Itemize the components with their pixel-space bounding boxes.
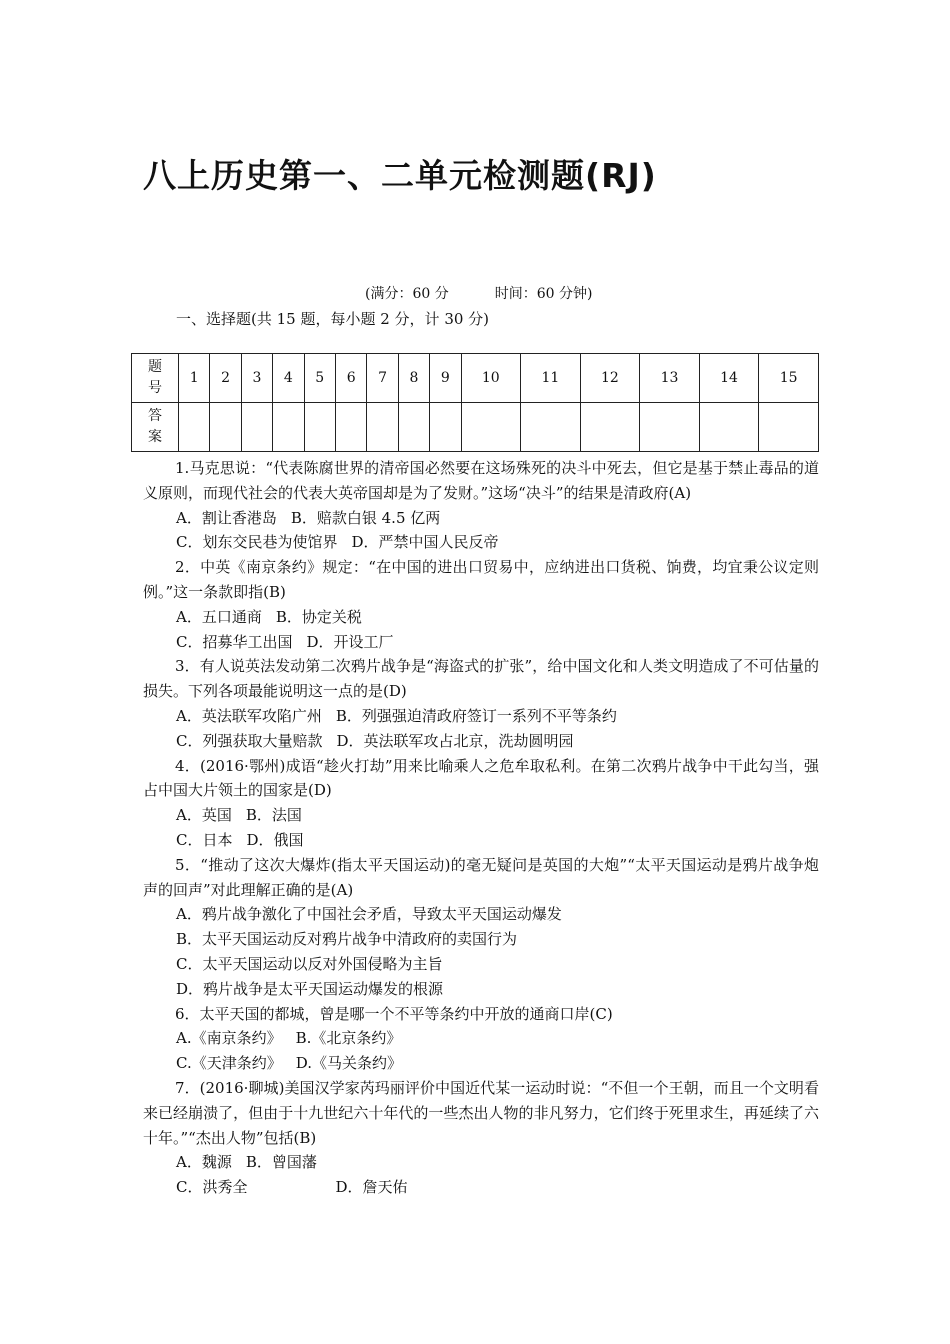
question-stem: 1.马克思说：“代表陈腐世界的清帝国必然要在这场殊死的决斗中死去，但它是基于禁止毒品的道义原则，而现代社会的代表大英帝国却是为了发财。”这场“决斗”的结果是清政府(A) (143, 459, 819, 502)
option-line: C．划东交民巷为使馆界 D．严禁中国人民反帝 (176, 533, 499, 552)
option-line: A.《南京条约》 B.《北京条约》 (176, 1029, 402, 1048)
answer-table (131, 353, 819, 452)
question-stem: 3．有人说英法发动第二次鸦片战争是“海盗式的扩张”，给中国文化和人类文明造成了不可估量的损失。下列各项最能说明这一点的是(D) (143, 657, 819, 701)
question-number-cell: 15 (759, 354, 819, 403)
question-number-cell: 9 (430, 354, 461, 403)
question-stem: 2．中英《南京条约》规定：“在中国的进出口贸易中，应纳进出口货税、饷费，均宜秉公议定则例。”这一条款即指(B) (143, 558, 819, 601)
question-number-cell: 1 (179, 354, 210, 403)
answer-cell[interactable] (461, 403, 521, 452)
exam-meta (365, 283, 592, 303)
answer-cell[interactable] (304, 403, 335, 452)
answer-cell[interactable] (210, 403, 241, 452)
question-stem: 4．(2016·鄂州)成语“趁火打劫”用来比喻乘人之危牟取私利。在第二次鸦片战争中干此勾当，强占中国大片领土的国家是(D) (143, 756, 819, 800)
answer-cell[interactable] (759, 403, 819, 452)
answer-cell[interactable] (580, 403, 640, 452)
question-number-cell: 3 (241, 354, 272, 403)
option-line: D．鸦片战争是太平天国运动爆发的根源 (176, 979, 444, 998)
option-line: C．列强获取大量赔款 D．英法联军攻占北京，洗劫圆明园 (176, 731, 574, 750)
answer-cell[interactable] (521, 403, 581, 452)
option-line: C．太平天国运动以反对外国侵略为主旨 (176, 954, 443, 973)
option-line: A．五口通商 B．协定关税 (176, 607, 362, 626)
question-stem: 5．“推动了这次大爆炸(指太平天国运动)的毫无疑问是英国的大炮”“太平天国运动是鸦片战争炮声的回声”对此理解正确的是(A) (143, 855, 819, 899)
question-number-cell: 8 (398, 354, 429, 403)
answer-cell[interactable] (273, 403, 304, 452)
answer-cell[interactable] (699, 403, 759, 452)
option-line: C．洪秀全 D．詹天佑 (176, 1178, 408, 1197)
answer-cell[interactable] (179, 403, 210, 452)
question-number-cell: 7 (367, 354, 398, 403)
option-line: A．英法联军攻陷广州 B．列强强迫清政府签订一系列不平等条约 (176, 706, 617, 725)
option-line: A．魏源 B．曾国藩 (176, 1153, 317, 1172)
option-line: A．割让香港岛 B．赔款白银 4.5 亿两 (176, 508, 441, 527)
question-number-cell: 12 (580, 354, 640, 403)
question-number-cell: 14 (699, 354, 759, 403)
answer-cell[interactable] (335, 403, 366, 452)
question-number-cell: 5 (304, 354, 335, 403)
answer-table-number-row (132, 354, 819, 403)
full-score: (满分：60 分 (365, 286, 449, 302)
answer-cell[interactable] (430, 403, 461, 452)
answer-table-answer-row (132, 403, 819, 452)
page-title: 八上历史第一、二单元检测题(RJ) (143, 156, 657, 195)
question-number-cell: 11 (521, 354, 581, 403)
option-line: B．太平天国运动反对鸦片战争中清政府的卖国行为 (176, 930, 518, 949)
answer-cell[interactable] (398, 403, 429, 452)
question-stem: 7．(2016·聊城)美国汉学家芮玛丽评价中国近代某一运动时说：“不但一个王朝，而且一个文明看来已经崩溃了，但由于十九世纪六十年代的一些杰出人物的非凡努力，它们终于死里求生，再延续了六十年。”“杰出人物”包括(B) (143, 1078, 819, 1147)
answer-cell[interactable] (241, 403, 272, 452)
option-line: A．鸦片战争激化了中国社会矛盾，导致太平天国运动爆发 (176, 905, 562, 924)
option-line: C．日本 D．俄国 (176, 830, 304, 849)
exam-time: 时间：60 分钟) (494, 286, 593, 302)
question-stem: 6．太平天国的都城，曾是哪一个不平等条约中开放的通商口岸(C) (175, 1004, 613, 1023)
question-number-cell: 10 (461, 354, 521, 403)
section-heading: 一、选择题(共 15 题，每小题 2 分，计 30 分) (176, 310, 490, 328)
answer-cell[interactable] (367, 403, 398, 452)
answer-row-label: 答 案 (132, 403, 179, 452)
number-row-label: 题 号 (132, 354, 179, 403)
question-number-cell: 6 (335, 354, 366, 403)
question-list (143, 456, 819, 1200)
question-number-cell: 4 (273, 354, 304, 403)
question-number-cell: 2 (210, 354, 241, 403)
question-number-cell: 13 (640, 354, 700, 403)
option-line: C.《天津条约》 D.《马关条约》 (176, 1054, 402, 1073)
answer-cell[interactable] (640, 403, 700, 452)
option-line: C．招募华工出国 D．开设工厂 (176, 632, 394, 651)
option-line: A．英国 B．法国 (176, 806, 302, 825)
